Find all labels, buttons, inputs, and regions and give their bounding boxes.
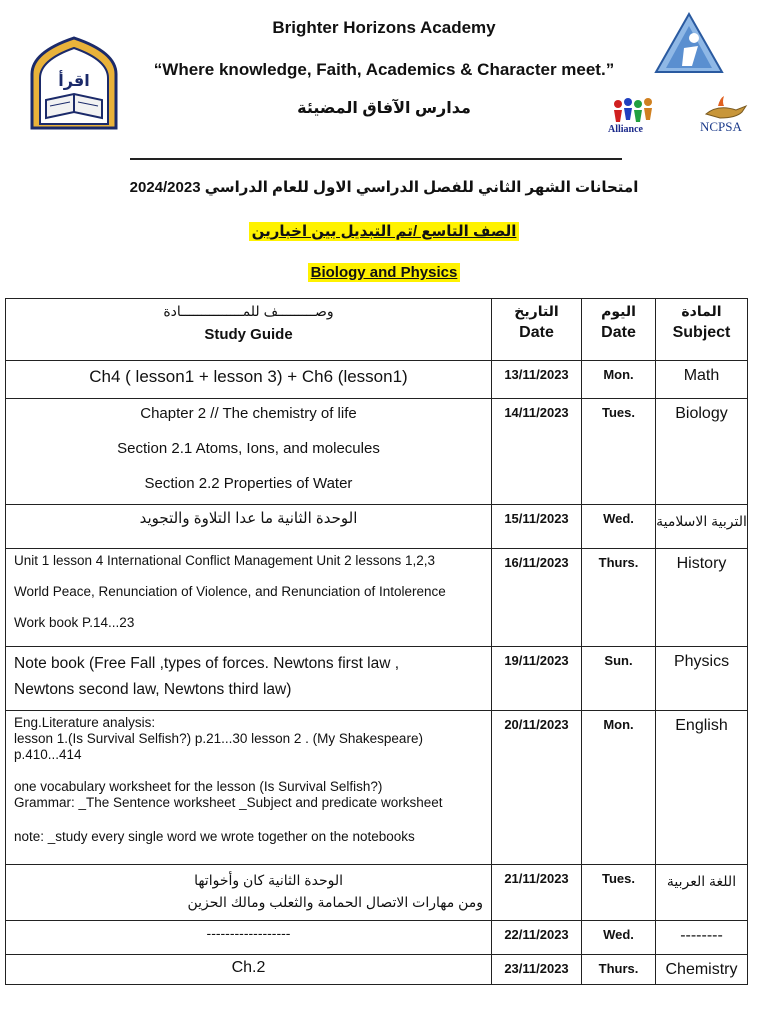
table-row	[6, 865, 748, 921]
date-cell: 23/11/2023	[492, 955, 582, 985]
guide-line: الوحدة الثانية كان وأخواتها	[194, 872, 343, 888]
day-cell: Tues.	[582, 399, 656, 505]
date-cell: 16/11/2023	[492, 549, 582, 647]
triangle-logo-icon	[654, 12, 724, 74]
table-row	[6, 647, 748, 711]
study-guide-cell	[6, 399, 492, 505]
subject-cell: Biology	[656, 399, 748, 505]
subject-cell: Math	[656, 361, 748, 399]
iqra-logo-icon	[28, 34, 120, 130]
guide-line: Chapter 2 // The chemistry of life	[140, 405, 357, 422]
guide-line: Work book P.14...23	[14, 615, 135, 630]
school-name: Brighter Horizons Academy	[272, 18, 496, 37]
guide-line: note: _study every single word we wrote together on the notebooks	[14, 829, 415, 844]
study-guide-cell	[6, 505, 492, 549]
table-row	[6, 711, 748, 865]
header-subject-en: Subject	[672, 324, 731, 341]
day-cell: Thurs.	[582, 549, 656, 647]
subject-cell: Chemistry	[656, 955, 748, 985]
guide-line: Section 2.2 Properties of Water	[144, 475, 353, 492]
logo-left-text: اقرأ	[58, 71, 90, 90]
date-cell: 14/11/2023	[492, 399, 582, 505]
grade-line: الصف التاسع /تم التبديل بين اخبارين	[0, 222, 768, 241]
guide-line: الوحدة الثانية ما عدا التلاوة والتجويد	[139, 510, 358, 527]
study-guide-cell	[6, 549, 492, 647]
header-study-guide-en: Study Guide	[204, 326, 293, 343]
exam-schedule-table	[5, 298, 748, 985]
study-guide-cell	[6, 647, 492, 711]
guide-line: p.410...414	[14, 747, 82, 762]
guide-line: Eng.Literature analysis:	[14, 715, 156, 730]
day-cell: Tues.	[582, 865, 656, 921]
table-row	[6, 921, 748, 955]
study-guide-cell	[6, 955, 492, 985]
header-subject-ar: المادة	[681, 303, 722, 319]
guide-line: Grammar: _The Sentence worksheet _Subject and predicate worksheet	[14, 795, 443, 810]
table-row	[6, 955, 748, 985]
school-arabic-name: مدارس الآفاق المضيئة	[297, 100, 471, 117]
guide-line: ------------------	[206, 925, 291, 941]
guide-line: Ch4 ( lesson1 + lesson 3) + Ch6 (lesson1)	[89, 367, 408, 386]
guide-line: one vocabulary worksheet for the lesson (Is Survival Selfish?)	[14, 779, 383, 794]
header-subject	[656, 299, 748, 361]
guide-line: ومن مهارات الاتصال الحمامة والثعلب ومالك الحزين	[187, 894, 483, 910]
date-cell: 15/11/2023	[492, 505, 582, 549]
guide-line: Newtons second law, Newtons third law)	[14, 681, 292, 698]
exam-title: امتحانات الشهر الثاني للفصل الدراسي الاول للعام الدراسي 2024/2023	[129, 179, 639, 196]
table-row	[6, 361, 748, 399]
day-cell: Mon.	[582, 711, 656, 865]
guide-line: Unit 1 lesson 4 International Conflict Management Unit 2 lessons 1,2,3	[14, 553, 435, 568]
day-cell: Sun.	[582, 647, 656, 711]
subject-cell: Physics	[656, 647, 748, 711]
study-guide-cell	[6, 865, 492, 921]
day-cell: Wed.	[582, 505, 656, 549]
header-study-guide	[6, 299, 492, 361]
table-row	[6, 505, 748, 549]
guide-line: Note book (Free Fall ,types of forces. Newtons first law ,	[14, 655, 400, 672]
ncpsa-label: NCPSA	[700, 119, 742, 134]
subject-cell: اللغة العربية	[656, 865, 748, 921]
header-divider	[130, 158, 622, 160]
header-date-en: Date	[519, 324, 554, 341]
date-cell: 22/11/2023	[492, 921, 582, 955]
table-header-row	[6, 299, 748, 361]
date-cell: 13/11/2023	[492, 361, 582, 399]
subjects-line: Biology and Physics	[0, 264, 768, 282]
header-day-ar: اليوم	[601, 303, 636, 319]
header-date	[492, 299, 582, 361]
date-cell: 21/11/2023	[492, 865, 582, 921]
header-day	[582, 299, 656, 361]
study-guide-cell	[6, 361, 492, 399]
table-row	[6, 399, 748, 505]
header-day-en: Date	[601, 324, 636, 341]
date-cell: 20/11/2023	[492, 711, 582, 865]
day-cell: Thurs.	[582, 955, 656, 985]
header-study-guide-ar: وصـــــــــف للمـــــــــــــــادة	[163, 303, 334, 319]
subject-cell: التربية الاسلامية	[656, 505, 748, 549]
guide-line: lesson 1.(Is Survival Selfish?) p.21...30 lesson 2 . (My Shakespeare)	[14, 731, 423, 746]
school-motto: “Where knowledge, Faith, Academics & Character meet.”	[153, 60, 615, 79]
table-row	[6, 549, 748, 647]
subject-cell: --------	[656, 921, 748, 955]
guide-line: World Peace, Renunciation of Violence, and Renunciation of Intolerence	[14, 584, 446, 599]
study-guide-cell	[6, 711, 492, 865]
subject-cell: English	[656, 711, 748, 865]
subject-cell: History	[656, 549, 748, 647]
day-cell: Mon.	[582, 361, 656, 399]
guide-line: Section 2.1 Atoms, Ions, and molecules	[117, 440, 380, 457]
day-cell: Wed.	[582, 921, 656, 955]
alliance-label: Alliance	[608, 124, 643, 135]
study-guide-cell	[6, 921, 492, 955]
date-cell: 19/11/2023	[492, 647, 582, 711]
header-date-ar: التاريخ	[514, 303, 559, 319]
guide-line: Ch.2	[231, 959, 266, 976]
